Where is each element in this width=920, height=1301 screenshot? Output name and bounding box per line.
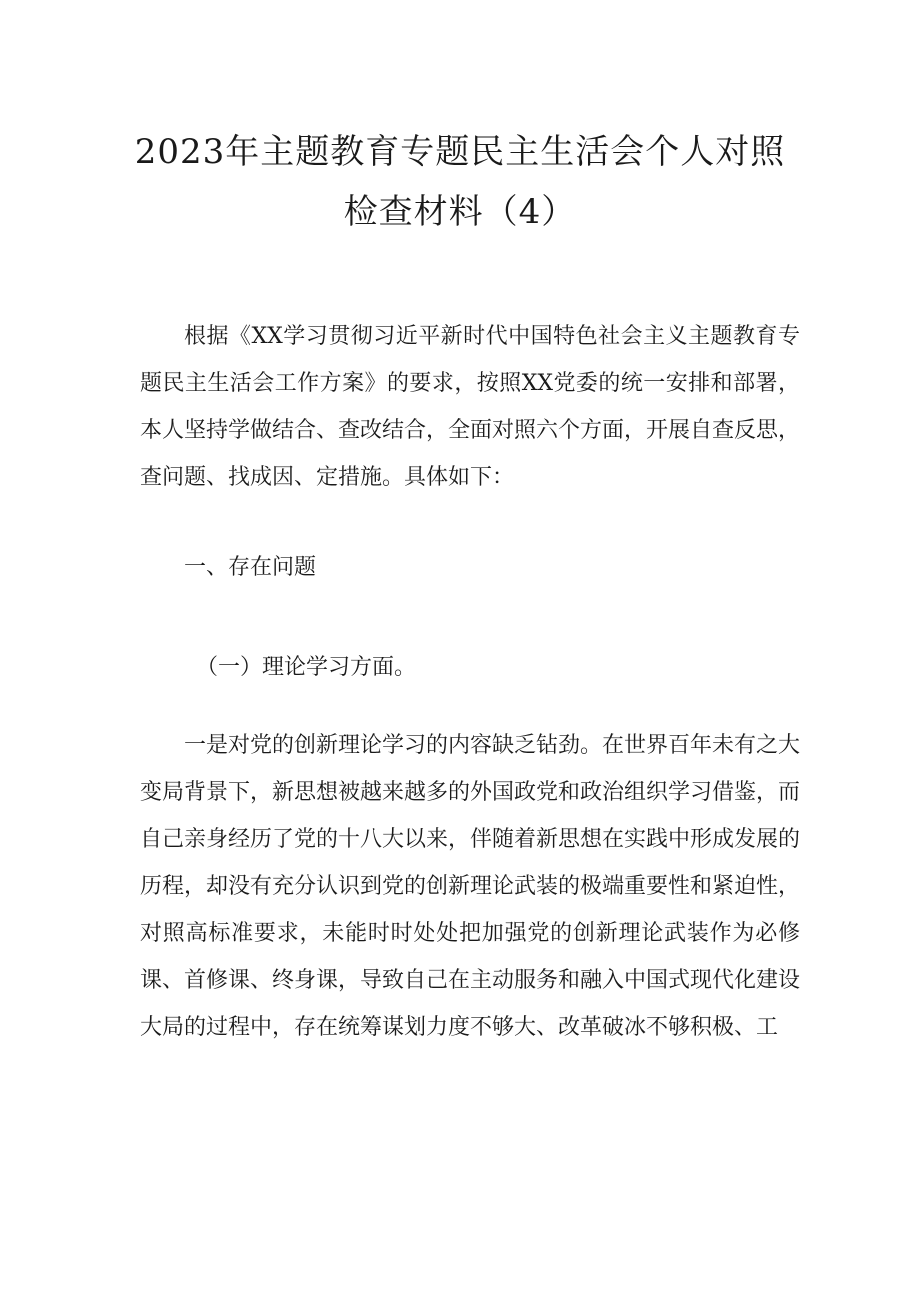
document-title-line-2: 检查材料（4） xyxy=(343,192,577,232)
section-heading-problems: 一、存在问题 xyxy=(184,555,317,580)
subsection-heading-theory-study: （一）理论学习方面。 xyxy=(196,655,417,680)
document-title-line-1: 2023年主题教育专题民主生活会个人对照 xyxy=(134,132,786,172)
intro-paragraph: 根据《XX学习贯彻习近平新时代中国特色社会主义主题教育专题民主生活会工作方案》的要求，按照XX党委的统一安排和部署，本人坚持学做结合、查改结合，全面对照六个方面，开展自查反思，查问题、找成因、定措施。具体如下： xyxy=(140,324,801,490)
body-paragraph: 一是对党的创新理论学习的内容缺乏钻劲。在世界百年未有之大变局背景下，新思想被越来越多的外国政党和政治组织学习借鉴，而自己亲身经历了党的十八大以来，伴随着新思想在实践中形成发展的历程，却没有充分认识到党的创新理论武装的极端重要性和紧迫性，对照高标准要求，未能时时处处把加强党的创新理论武装作为必修课、首修课、终身课，导致自己在主动服务和融入中国式现代化建设大局的过程中，存在统筹谋划力度不够大、改革破冰不够积极、工 xyxy=(140,733,801,1040)
